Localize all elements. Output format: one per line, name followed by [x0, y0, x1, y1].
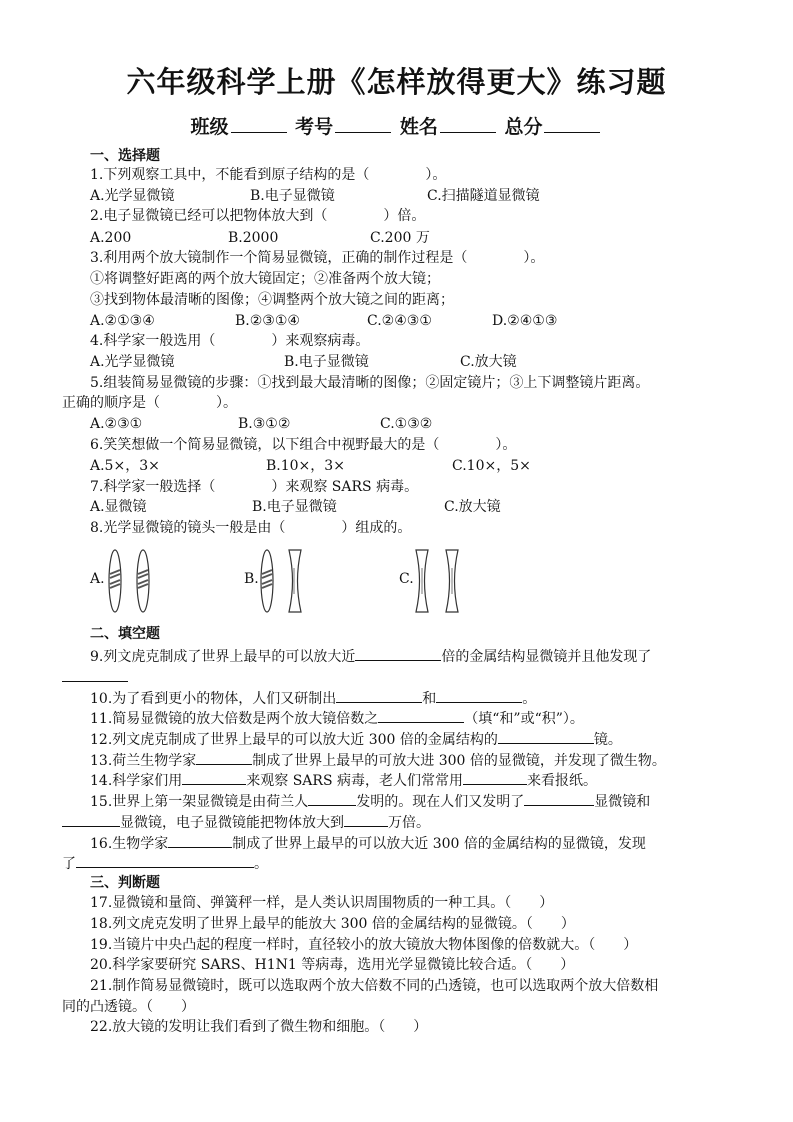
- q16-text-3: 了: [62, 856, 76, 872]
- q12-text-1: 12.列文虎克制成了世界上最早的可以放大近 300 倍的金属结构的: [90, 732, 498, 748]
- q2-option-b[interactable]: B.2000: [228, 230, 279, 246]
- q13-blank[interactable]: [196, 749, 252, 765]
- section-choice-heading: 一、选择题: [90, 148, 160, 164]
- question-1: 1.下列观察工具中，不能看到原子结构的是（ ）。: [90, 167, 447, 183]
- q7-option-a[interactable]: A.显微镜: [90, 499, 147, 515]
- q14-blank-1[interactable]: [182, 769, 246, 785]
- q12-text-2: 镜。: [593, 732, 622, 748]
- class-label: 班级: [190, 116, 229, 138]
- q3-steps-line-1: ①将调整好距离的两个放大镜固定；②准备两个放大镜；: [90, 271, 440, 287]
- question-13: [90, 749, 666, 771]
- q15-text-1: 15.世界上第一架显微镜是由荷兰人: [90, 794, 309, 810]
- q16-text-4: 。: [254, 856, 268, 872]
- question-22: 22.放大镜的发明让我们看到了微生物和细胞。（ ）: [90, 1019, 428, 1035]
- q6-option-a[interactable]: A.5×，3×: [90, 458, 160, 474]
- section-judge-heading: 三、判断题: [90, 875, 160, 891]
- q3-option-b[interactable]: B.②③①④: [235, 313, 300, 329]
- question-21: 21.制作简易显微镜时，既可以选取两个放大倍数不同的凸透镜，也可以选取两个放大倍数相: [90, 978, 659, 994]
- page-title: 六年级科学上册《怎样放得更大》练习题: [126, 65, 667, 99]
- question-9-cont: [62, 666, 128, 688]
- q10-blank-2[interactable]: [436, 687, 522, 703]
- q10-text-2: 和: [422, 691, 437, 707]
- q14-text-3: 来看报纸。: [527, 773, 597, 789]
- name-blank[interactable]: [440, 114, 496, 133]
- question-5: 5.组装简易显微镜的步骤：①找到最大最清晰的图像；②固定镜片；③上下调整镜片距离。: [90, 375, 650, 391]
- q3-option-a[interactable]: A.②①③④: [90, 313, 155, 329]
- q15-blank-3[interactable]: [62, 811, 120, 827]
- q6-option-b[interactable]: B.10×，3×: [266, 458, 345, 474]
- q9-blank-2[interactable]: [62, 666, 128, 682]
- q5-option-a[interactable]: A.②③①: [90, 416, 143, 432]
- convex-concave-lens-pair-icon: [256, 548, 308, 614]
- q14-text-2: 来观察 SARS 病毒，老人们常常用: [246, 773, 463, 789]
- q11-text-1: 11.简易显微镜的放大倍数是两个放大镜倍数之: [90, 711, 379, 727]
- q9-text-2: 倍的金属结构显微镜并且他发现了: [441, 649, 652, 665]
- double-concave-lens-pair-icon: [412, 548, 464, 614]
- class-blank[interactable]: [231, 114, 287, 133]
- q13-text-1: 13.荷兰生物学家: [90, 753, 197, 769]
- question-18: 18.列文虎克发明了世界上最早的能放大 300 倍的金属结构的显微镜。（ ）: [90, 916, 575, 932]
- question-14: [90, 769, 597, 791]
- q6-option-c[interactable]: C.10×，5×: [452, 458, 531, 474]
- question-17: 17.显微镜和量筒、弹簧秤一样，是人类认识周围物质的一种工具。（ ）: [90, 895, 554, 911]
- q15-blank-1[interactable]: [308, 790, 356, 806]
- number-label: 考号: [295, 116, 334, 138]
- double-convex-lens-pair-icon: [104, 548, 156, 614]
- q10-text-1: 10.为了看到更小的物体，人们又研制出: [90, 691, 337, 707]
- question-15-cont: [62, 811, 430, 833]
- q16-text-2: 制成了世界上最早的可以放大近 300 倍的金属结构的显微镜，发现: [232, 836, 646, 852]
- q3-option-c[interactable]: C.②④③①: [367, 313, 432, 329]
- student-info: [0, 112, 793, 139]
- q4-option-c[interactable]: C.放大镜: [460, 354, 517, 370]
- q5-option-c[interactable]: C.①③②: [380, 416, 433, 432]
- question-20: 20.科学家要研究 SARS、H1N1 等病毒，选用光学显微镜比较合适。（ ）: [90, 957, 575, 973]
- question-10: [90, 687, 536, 709]
- question-4: 4.科学家一般选用（ ）来观察病毒。: [90, 333, 370, 349]
- q7-option-c[interactable]: C.放大镜: [444, 499, 501, 515]
- question-3: 3.利用两个放大镜制作一个简易显微镜，正确的制作过程是（ ）。: [90, 250, 545, 266]
- q5-option-b[interactable]: B.③①②: [238, 416, 291, 432]
- question-16: [90, 832, 646, 854]
- q14-blank-2[interactable]: [463, 769, 527, 785]
- q3-option-d[interactable]: D.②④①③: [492, 313, 558, 329]
- q16-blank-2[interactable]: [76, 852, 254, 868]
- question-5-cont: 正确的顺序是（ ）。: [62, 395, 237, 411]
- question-8: 8.光学显微镜的镜头一般是由（ ）组成的。: [90, 520, 412, 536]
- q3-steps-line-2: ③找到物体最清晰的图像；④调整两个放大镜之间的距离；: [90, 292, 454, 308]
- q15-text-3: 显微镜和: [594, 794, 651, 810]
- q15-text-4: 显微镜，电子显微镜能把物体放大到: [120, 815, 344, 831]
- q15-blank-4[interactable]: [344, 811, 388, 827]
- q15-text-2: 发明的。现在人们又发明了: [356, 794, 525, 810]
- question-21-cont: 同的凸透镜。（ ）: [62, 999, 195, 1015]
- score-label: 总分: [504, 116, 543, 138]
- q1-option-c[interactable]: C.扫描隧道显微镜: [427, 188, 540, 204]
- q7-option-b[interactable]: B.电子显微镜: [252, 499, 337, 515]
- q16-blank-1[interactable]: [168, 832, 232, 848]
- q10-blank-1[interactable]: [336, 687, 422, 703]
- name-label: 姓名: [399, 116, 438, 138]
- question-9: [90, 645, 651, 667]
- q9-text-1: 9.列文虎克制成了世界上最早的可以放大近: [90, 649, 356, 665]
- q16-text-1: 16.生物学家: [90, 836, 169, 852]
- q11-text-2: （填“和”或“积”）。: [464, 711, 584, 727]
- q10-text-3: 。: [522, 691, 537, 707]
- q1-option-a[interactable]: A.光学显微镜: [90, 188, 175, 204]
- number-blank[interactable]: [335, 114, 391, 133]
- q4-option-b[interactable]: B.电子显微镜: [284, 354, 369, 370]
- q2-option-c[interactable]: C.200 万: [370, 230, 430, 246]
- q14-text-1: 14.科学家们用: [90, 773, 183, 789]
- q4-option-a[interactable]: A.光学显微镜: [90, 354, 175, 370]
- q8-option-a-label[interactable]: A.: [90, 571, 105, 587]
- q13-text-2: 制成了世界上最早的可放大进 300 倍的显微镜，并发现了微生物。: [252, 753, 666, 769]
- q2-option-a[interactable]: A.200: [90, 230, 132, 246]
- question-7: 7.科学家一般选择（ ）来观察 SARS 病毒。: [90, 479, 419, 495]
- q15-text-5: 万倍。: [388, 815, 430, 831]
- q11-blank[interactable]: [378, 707, 464, 723]
- question-11: [90, 707, 584, 729]
- q1-option-b[interactable]: B.电子显微镜: [250, 188, 335, 204]
- score-blank[interactable]: [544, 114, 600, 133]
- question-6: 6.笑笑想做一个简易显微镜，以下组合中视野最大的是（ ）。: [90, 437, 517, 453]
- q12-blank[interactable]: [498, 728, 594, 744]
- q8-option-c-label[interactable]: C.: [399, 571, 414, 587]
- q15-blank-2[interactable]: [524, 790, 594, 806]
- q8-option-b-label[interactable]: B.: [244, 571, 259, 587]
- question-19: 19.当镜片中央凸起的程度一样时，直径较小的放大镜放大物体图像的倍数就大。（ ）: [90, 937, 638, 953]
- question-15: [90, 790, 650, 812]
- section-fill-heading: 二、填空题: [90, 626, 160, 642]
- question-16-cont: [62, 852, 268, 874]
- q9-blank-1[interactable]: [355, 645, 441, 661]
- question-12: [90, 728, 622, 750]
- question-2: 2.电子显微镜已经可以把物体放大到（ ）倍。: [90, 208, 426, 224]
